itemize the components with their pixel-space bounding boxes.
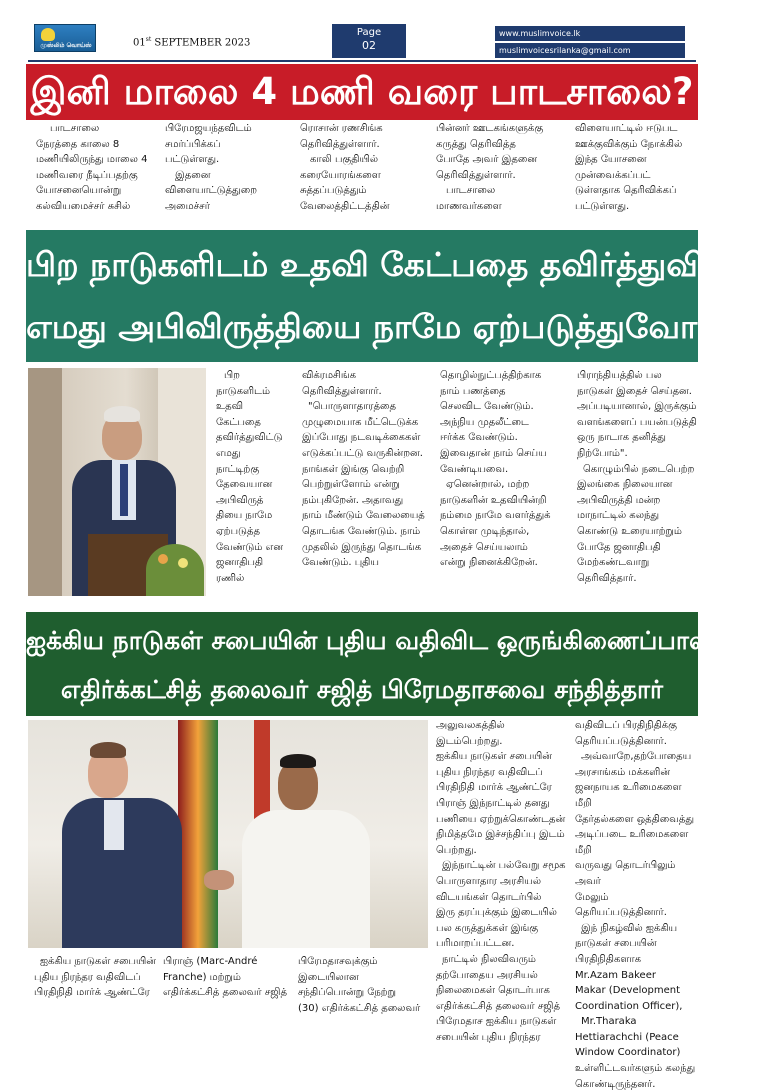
article3-column-2 — [575, 718, 700, 1092]
text-line: செலவிட வேண்டும். — [440, 401, 534, 413]
article1-column-2 — [165, 121, 290, 215]
text-line: நிமித்தமே இச்சந்திப்பு இடம் — [436, 829, 565, 841]
page-label: Page — [356, 27, 382, 38]
text-line: வேண்டும். புதிய — [302, 557, 379, 569]
text-line: பாடசாலை — [446, 185, 496, 197]
text-line: அபிவிருத் — [216, 494, 264, 506]
text-line: உள்ளிட்டவர்களும் கலந்து — [575, 1063, 696, 1075]
flower-arrangement — [146, 544, 204, 596]
text-line: விக்ரமசிங்க — [302, 370, 356, 381]
article3-lower-column-2 — [163, 954, 291, 1001]
text-line: தியை நாமே — [216, 510, 273, 522]
text-line: பட்டுள்ளது. — [575, 200, 630, 212]
text-line: பெற்றுள்ளோம் என்று — [302, 479, 400, 491]
man-right-white-shirt — [242, 810, 370, 948]
text-line: போதே ஜனாதிபதி — [577, 541, 661, 553]
text-line: தெரிவித்தார். — [577, 572, 637, 584]
text-line: டுள்ளதாக தெரிவிக்கப் — [575, 185, 677, 197]
text-line: பணியை ஏற்றுக்கொண்டதன் — [436, 813, 566, 825]
text-line: இந்த யோசனை — [575, 154, 647, 166]
headline-line-1: ஐக்கிய நாடுகள் சபையின் புதிய வதிவிட ஒருங்கிணைப்பாளர் — [26, 626, 725, 655]
text-line: நிற்போம்". — [577, 447, 628, 459]
masthead-divider — [28, 60, 696, 62]
text-line: விளையாட்டில் ஈடுபட — [575, 123, 678, 134]
headline-line-1: பிற நாடுகளிடம் உதவி கேட்பதை தவிர்த்துவிட்டு — [26, 245, 760, 284]
masthead — [0, 0, 724, 62]
article2-column-4 — [577, 368, 699, 586]
text-line: எடுக்கப்பட்டு வருகின்றன. — [302, 447, 423, 459]
article3-column-1 — [436, 718, 572, 1045]
text-line: தெரியப்படுத்தினார். — [575, 735, 667, 747]
email-link[interactable]: muslimvoicesrilanka@gmail.com — [495, 43, 685, 58]
text-line: தெரிவித்துள்ளார். — [436, 169, 516, 181]
text-line: நேரத்தை காலை 8 — [36, 138, 120, 150]
text-line: தொடங்க வேண்டும். நாம் — [302, 525, 421, 537]
text-line: சந்திப்பொன்று நேற்று — [298, 987, 396, 999]
text-line: ரணில் — [216, 572, 245, 584]
text-line: இப்போது நடவடிக்கைகள் — [302, 432, 421, 444]
speaker-tie — [120, 464, 128, 516]
headline-line-2: எதிர்க்கட்சித் தலைவர் சஜித் பிரேமதாசவை சந்தித்தார் — [60, 675, 664, 704]
text-line: சபையின் புதிய நிரந்தர — [436, 1031, 541, 1043]
text-line: பிரதிநிதி மார்க் ஆண்ட்ரே — [436, 782, 552, 794]
logo-text: முஸ்லிம் வொய்ஸ் — [40, 42, 92, 49]
headline-un-coordinator — [26, 612, 725, 716]
date-suffix: st — [145, 36, 152, 43]
text-line: தெரிவித்துள்ளார். — [302, 385, 382, 397]
president-speech-photo — [28, 368, 206, 596]
text-line: இதனை — [175, 169, 211, 181]
text-line: முழுமையாக மீட்டெடுக்க — [302, 416, 419, 428]
man-left-shirt — [104, 800, 124, 850]
text-line: நிலைமைகள் தொடர்பாக — [436, 985, 550, 997]
text-line: ஐக்கிய நாடுகள் சபையின் — [436, 751, 552, 763]
man-left-hair — [90, 742, 126, 758]
text-line: முன்வைக்கப்பட் — [575, 169, 651, 181]
text-line: ஐக்கிய நாடுகள் சபையின் — [40, 956, 156, 967]
text-line: பிராந்தியத்தில் பல — [577, 370, 662, 381]
text-line: ஈர்க்க வேண்டும். — [440, 432, 518, 444]
date-month-year: SEPTEMBER 2023 — [154, 37, 251, 49]
text-line: அலுவலகத்தில் இடம்பெற்றது. — [436, 720, 505, 747]
text-line: நாட்டில் நிலவிவரும் — [442, 953, 536, 965]
curtain-left — [28, 368, 62, 596]
text-line: அதைச் செய்யலாம் — [440, 541, 528, 553]
headline-line-2: எமது அபிவிருத்தியை நாமே ஏற்படுத்துவோம் — [26, 307, 724, 346]
text-line: பிரதிநிதி மார்க் ஆண்ட்ரே — [34, 987, 150, 999]
text-line: இரு தரப்புக்கும் இடையில் — [436, 907, 557, 919]
text-line: தொழில்நுட்பத்திற்காக — [440, 370, 542, 381]
text-line: Mr.Tharaka — [581, 1016, 637, 1028]
text-line: Makar (Development — [575, 985, 681, 997]
text-line: சமர்ப்பிக்கப் — [165, 138, 221, 150]
text-line: தற்போதைய அரசியல் — [436, 969, 538, 981]
text-line: ஊக்குவிக்கும் நோக்கில் — [575, 138, 683, 150]
text-line: மேலும் தெரியப்படுத்தினார். — [575, 891, 667, 919]
headline-development — [26, 230, 760, 362]
text-line: பிரேமதாச ஐக்கிய நாடுகள் — [436, 1016, 557, 1028]
text-line: நம்மை நாமே வளர்த்துக் — [440, 510, 551, 522]
text-line: தேவையான — [216, 479, 273, 491]
text-line: புதிய நிரந்தர வதிவிடப் — [34, 971, 141, 983]
text-line: பெற்றது. — [436, 844, 477, 856]
text-line: வளங்களைப் பயன்படுத்தி — [577, 416, 697, 428]
text-line: அரசாங்கம் மக்களின் — [575, 766, 671, 778]
text-line: முதலில் இருந்து தொடங்க — [302, 541, 422, 553]
text-line: சுத்தப்படுத்தும் — [300, 185, 367, 197]
text-line: இந்நாட்டின் பல்வேறு சமூக — [442, 860, 566, 872]
article2-column-1 — [216, 368, 296, 586]
text-line: ஜனநாயக உரிமைகளை மீறி — [575, 782, 682, 809]
text-line: புதிய நிரந்தர வதிவிடப் — [436, 766, 543, 778]
page-number-box — [332, 24, 406, 58]
text-line: பாடசாலை — [50, 123, 100, 134]
text-line: எமது — [216, 447, 241, 459]
text-line: பிராஞ் இந்நாட்டில் தனது — [436, 797, 550, 809]
text-line: பிராஞ் (Marc-André — [163, 956, 258, 967]
text-line: பல கருத்துக்கள் இங்கு — [436, 922, 539, 934]
text-line: இலங்கை நிலையான — [577, 479, 673, 491]
text-line: கொண்டிருந்தனர். — [575, 1078, 656, 1090]
handshake — [204, 870, 234, 890]
article2-column-3 — [440, 368, 572, 571]
text-line: ஜனாதிபதி — [216, 557, 264, 569]
text-line: என்று நினைக்கிறேன். — [440, 557, 538, 569]
newspaper-logo[interactable] — [34, 24, 96, 52]
text-line: கேட்பதை — [216, 416, 261, 428]
text-line: (30) எதிர்க்கட்சித் தலைவர் — [298, 1002, 421, 1014]
date-day: 01 — [133, 37, 146, 49]
text-line: பிற — [224, 370, 240, 381]
text-line: அந்நிய முதலீட்டை — [440, 416, 529, 428]
page-number: 02 — [362, 39, 376, 52]
text-line: ஒரு நாடாக தனித்து — [577, 432, 666, 444]
text-line: Hettiarachchi (Peace — [575, 1031, 679, 1043]
text-line: அடிப்படை உரிமைகளை மீறி — [575, 829, 689, 856]
text-line: நாங்கள் இங்கு வெற்றி — [302, 463, 405, 475]
text-line: அபிவிருத்தி மன்ற — [577, 494, 661, 506]
text-line: Coordination Officer), — [575, 1000, 683, 1012]
flower — [158, 554, 168, 564]
article1-column-5 — [575, 121, 700, 215]
text-line: வருவது தொடர்பிலும் அவர் — [575, 860, 676, 887]
text-line: நம்புகிறேன். அதாவது — [302, 494, 404, 506]
article3-lower-column-3 — [298, 954, 432, 1016]
text-line: எதிர்க்கட்சித் தலைவர் சஜித் — [163, 987, 287, 999]
text-line: மணிவரை நீடிப்பதற்கு — [36, 169, 138, 181]
issue-date — [133, 36, 250, 48]
text-line: போதே அவர் இதனை — [436, 154, 538, 166]
article1-column-3 — [300, 121, 425, 215]
text-line: அமைச்சர் — [165, 200, 210, 212]
text-line: Window Coordinator) — [575, 1047, 681, 1059]
text-line: விடயங்கள் தொடர்பில் — [436, 891, 542, 903]
text-line: மாணவர்களை — [436, 200, 502, 212]
text-line: நாம் பணத்தை — [440, 385, 506, 397]
logo-emblem-icon — [41, 28, 55, 41]
text-line: பிரதிநிதிகளாக — [575, 953, 641, 965]
text-line: கொண்டு உரையாற்றும் — [577, 525, 682, 537]
text-line: கருத்து தெரிவித்த — [436, 138, 516, 150]
article2-column-2 — [302, 368, 434, 571]
text-line: அவ்வாறே,தற்போதைய — [581, 751, 692, 763]
text-line: பிரேமஜயந்தவிடம் — [165, 123, 252, 134]
text-line: வேண்டியவை. — [440, 463, 509, 475]
text-line: நாட்டிற்கு — [216, 463, 260, 475]
text-line: விளையாட்டுத்துறை — [165, 185, 258, 197]
text-line: உதவி — [216, 401, 243, 413]
flower — [178, 558, 188, 568]
text-line: தவிர்த்துவிட்டு — [216, 432, 283, 444]
text-line: மேற்கண்டவாறு — [577, 557, 650, 569]
text-line: காலி பகுதியில் — [310, 154, 379, 166]
text-line: இந் நிகழ்வில் ஐக்கிய — [581, 922, 678, 934]
text-line: கரையோரங்களை — [300, 169, 381, 181]
text-line: Mr.Azam Bakeer — [575, 969, 656, 981]
headline-school-hours: இனி மாலை 4 மணி வரை பாடசாலை? — [26, 64, 698, 120]
text-line: பிரேமதாசவுக்கும் இடையிலான — [298, 956, 378, 983]
text-line: மாநாட்டில் கலந்து — [577, 510, 660, 522]
article1-column-1 — [36, 121, 156, 215]
text-line: ரொசான் ரணசிங்க — [300, 123, 383, 134]
text-line: நாடுகள் இதைச் செய்தன. — [577, 385, 692, 397]
text-line: பொருளாதார அரசியல் — [436, 875, 542, 887]
text-line: ஏற்படுத்த — [216, 525, 260, 537]
text-line: மணியிலிருந்து மாலை 4 — [36, 154, 148, 166]
text-line: யோசனையொன்று — [36, 185, 122, 197]
text-line: வதிவிடப் பிரதிநிதிக்கு — [575, 720, 677, 731]
text-line: தேர்தல்களை ஒத்திவைத்து — [575, 813, 695, 825]
text-line: நாடுகளிடம் — [216, 385, 271, 397]
website-link[interactable]: www.muslimvoice.lk — [495, 26, 685, 41]
text-line: வேலைத்திட்டத்தின் — [300, 200, 390, 212]
text-line: எதிர்க்கட்சித் தலைவர் சஜித் — [436, 1000, 560, 1012]
text-line: நாடுகள் சபையின் — [575, 938, 657, 950]
text-line: பரிமாறப்பட்டன. — [436, 938, 515, 950]
article1-column-4 — [436, 121, 564, 215]
article3-lower-column-1 — [34, 954, 159, 1001]
text-line: "பொருளாதாரத்தை — [308, 401, 396, 413]
text-line: பின்னர் ஊடகங்களுக்கு — [436, 123, 544, 134]
text-line: நாடுகளின் உதவியின்றி — [440, 494, 547, 506]
sri-lanka-flag — [178, 720, 218, 948]
man-right-hair — [280, 754, 316, 768]
text-line: கொள்ள முடிந்தால், — [440, 525, 530, 537]
text-line: Franche) மற்றும் — [163, 971, 241, 983]
text-line: பட்டுள்ளது. — [165, 154, 220, 166]
text-line: நாம் மீண்டும் வேலையைத் — [302, 510, 425, 522]
text-line: தெரிவித்துள்ளார். — [300, 138, 380, 150]
text-line: இவைதான் நாம் செய்ய — [440, 447, 547, 459]
text-line: ஏனென்றால், மற்ற — [446, 479, 530, 491]
text-line: வேண்டும் என — [216, 541, 284, 553]
meeting-handshake-photo — [28, 720, 428, 948]
text-line: அப்படியானால், இருக்கும் — [577, 401, 697, 413]
speaker-hair — [104, 406, 140, 422]
text-line: கல்வியமைச்சர் சுசில் — [36, 200, 131, 212]
text-line: கொழும்பில் நடைபெற்ற — [583, 463, 695, 475]
